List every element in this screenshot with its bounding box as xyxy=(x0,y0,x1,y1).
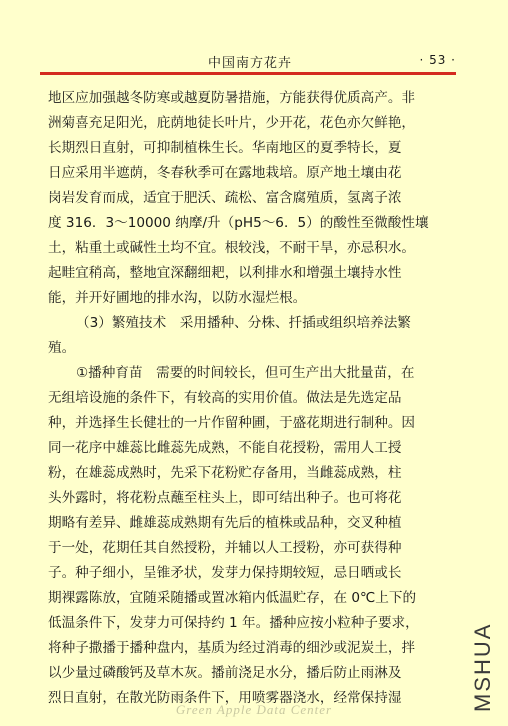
text-line: 能，并开好圃地的排水沟，以防水湿烂根。 xyxy=(48,290,307,306)
text-line: 期裸露陈放，宜随采随播或置冰箱内低温贮存，在 0℃上下的 xyxy=(48,590,417,606)
text-line: 土，粘重土或碱性土均不宜。根较浅，不耐干旱，亦忌积水。 xyxy=(48,240,416,256)
text-line: 低温条件下，发芽力可保持约 1 年。播种应按小粒种子要求， xyxy=(48,615,419,631)
page-number: · 53 · xyxy=(419,53,456,67)
text-line: 粉，在雄蕊成熟时，先采下花粉贮存备用，当雌蕊成熟，柱 xyxy=(48,465,402,481)
body-text xyxy=(48,86,468,711)
text-line: 地区应加强越冬防寒或越夏防暑措施，方能获得优质高产。非 xyxy=(48,90,416,106)
text-line: 洲菊喜充足阳光，庇荫地徒长叶片，少开花，花色亦欠鲜艳， xyxy=(48,115,416,131)
header-title: 中国南方花卉 xyxy=(207,56,292,71)
text-line: 于一处，花期任其自然授粉，并辅以人工授粉，亦可获得种 xyxy=(48,540,402,556)
text-line: 度 316．3～10000 纳摩/升（pH5～6．5）的酸性至微酸性壤 xyxy=(48,215,429,231)
text-line: 头外露时，将花粉点蘸至柱头上，即可结出种子。也可将花 xyxy=(48,490,402,506)
text-line: 同一花序中雄蕊比雌蕊先成熟，不能自花授粉，需用人工授 xyxy=(48,440,402,456)
text-line: 无组培设施的条件下，有较高的实用价值。做法是先选定品 xyxy=(48,390,402,406)
header-rule xyxy=(40,72,456,75)
text-line: 期略有差异、雌雄蕊成熟期有先后的植株或品种，交叉种植 xyxy=(48,515,402,531)
text-line: 殖。 xyxy=(48,340,76,356)
text-line: 长期烈日直射，可抑制植株生长。华南地区的夏季特长，夏 xyxy=(48,140,402,156)
text-line-indented: （3）繁殖技术 采用播种、分株、扦插或组织培养法繁 xyxy=(76,315,411,331)
text-line: 种，并选择生长健壮的一片作留种圃，于盛花期进行制种。因 xyxy=(48,415,416,431)
side-watermark: MSHUA xyxy=(470,622,495,712)
text-line: 烈日直射，在散光防雨条件下，用喷雾器浇水，经常保持湿 xyxy=(48,690,402,706)
text-line: 起畦宜稍高，整地宜深翻细耙，以利排水和增强土壤持水性 xyxy=(48,265,402,281)
text-line: 将种子撒播于播种盘内，基质为经过消毒的细沙或泥炭土，拌 xyxy=(48,640,416,656)
text-line: 以少量过磷酸钙及草木灰。播前浇足水分，播后防止雨淋及 xyxy=(48,665,402,681)
text-line: 岗岩发育而成，适宜于肥沃、疏松、富含腐殖质，氢离子浓 xyxy=(48,190,402,206)
running-header xyxy=(40,52,460,72)
text-line: 子。种子细小，呈锥矛状，发芽力保持期较短，忌日晒或长 xyxy=(48,565,402,581)
bottom-watermark: Green Apple Data Center xyxy=(175,702,333,717)
text-line: 日应采用半遮荫，冬春秋季可在露地栽培。原产地土壤由花 xyxy=(48,165,402,181)
text-line-indented: ①播种育苗 需要的时间较长，但可生产出大批量苗，在 xyxy=(76,365,415,381)
